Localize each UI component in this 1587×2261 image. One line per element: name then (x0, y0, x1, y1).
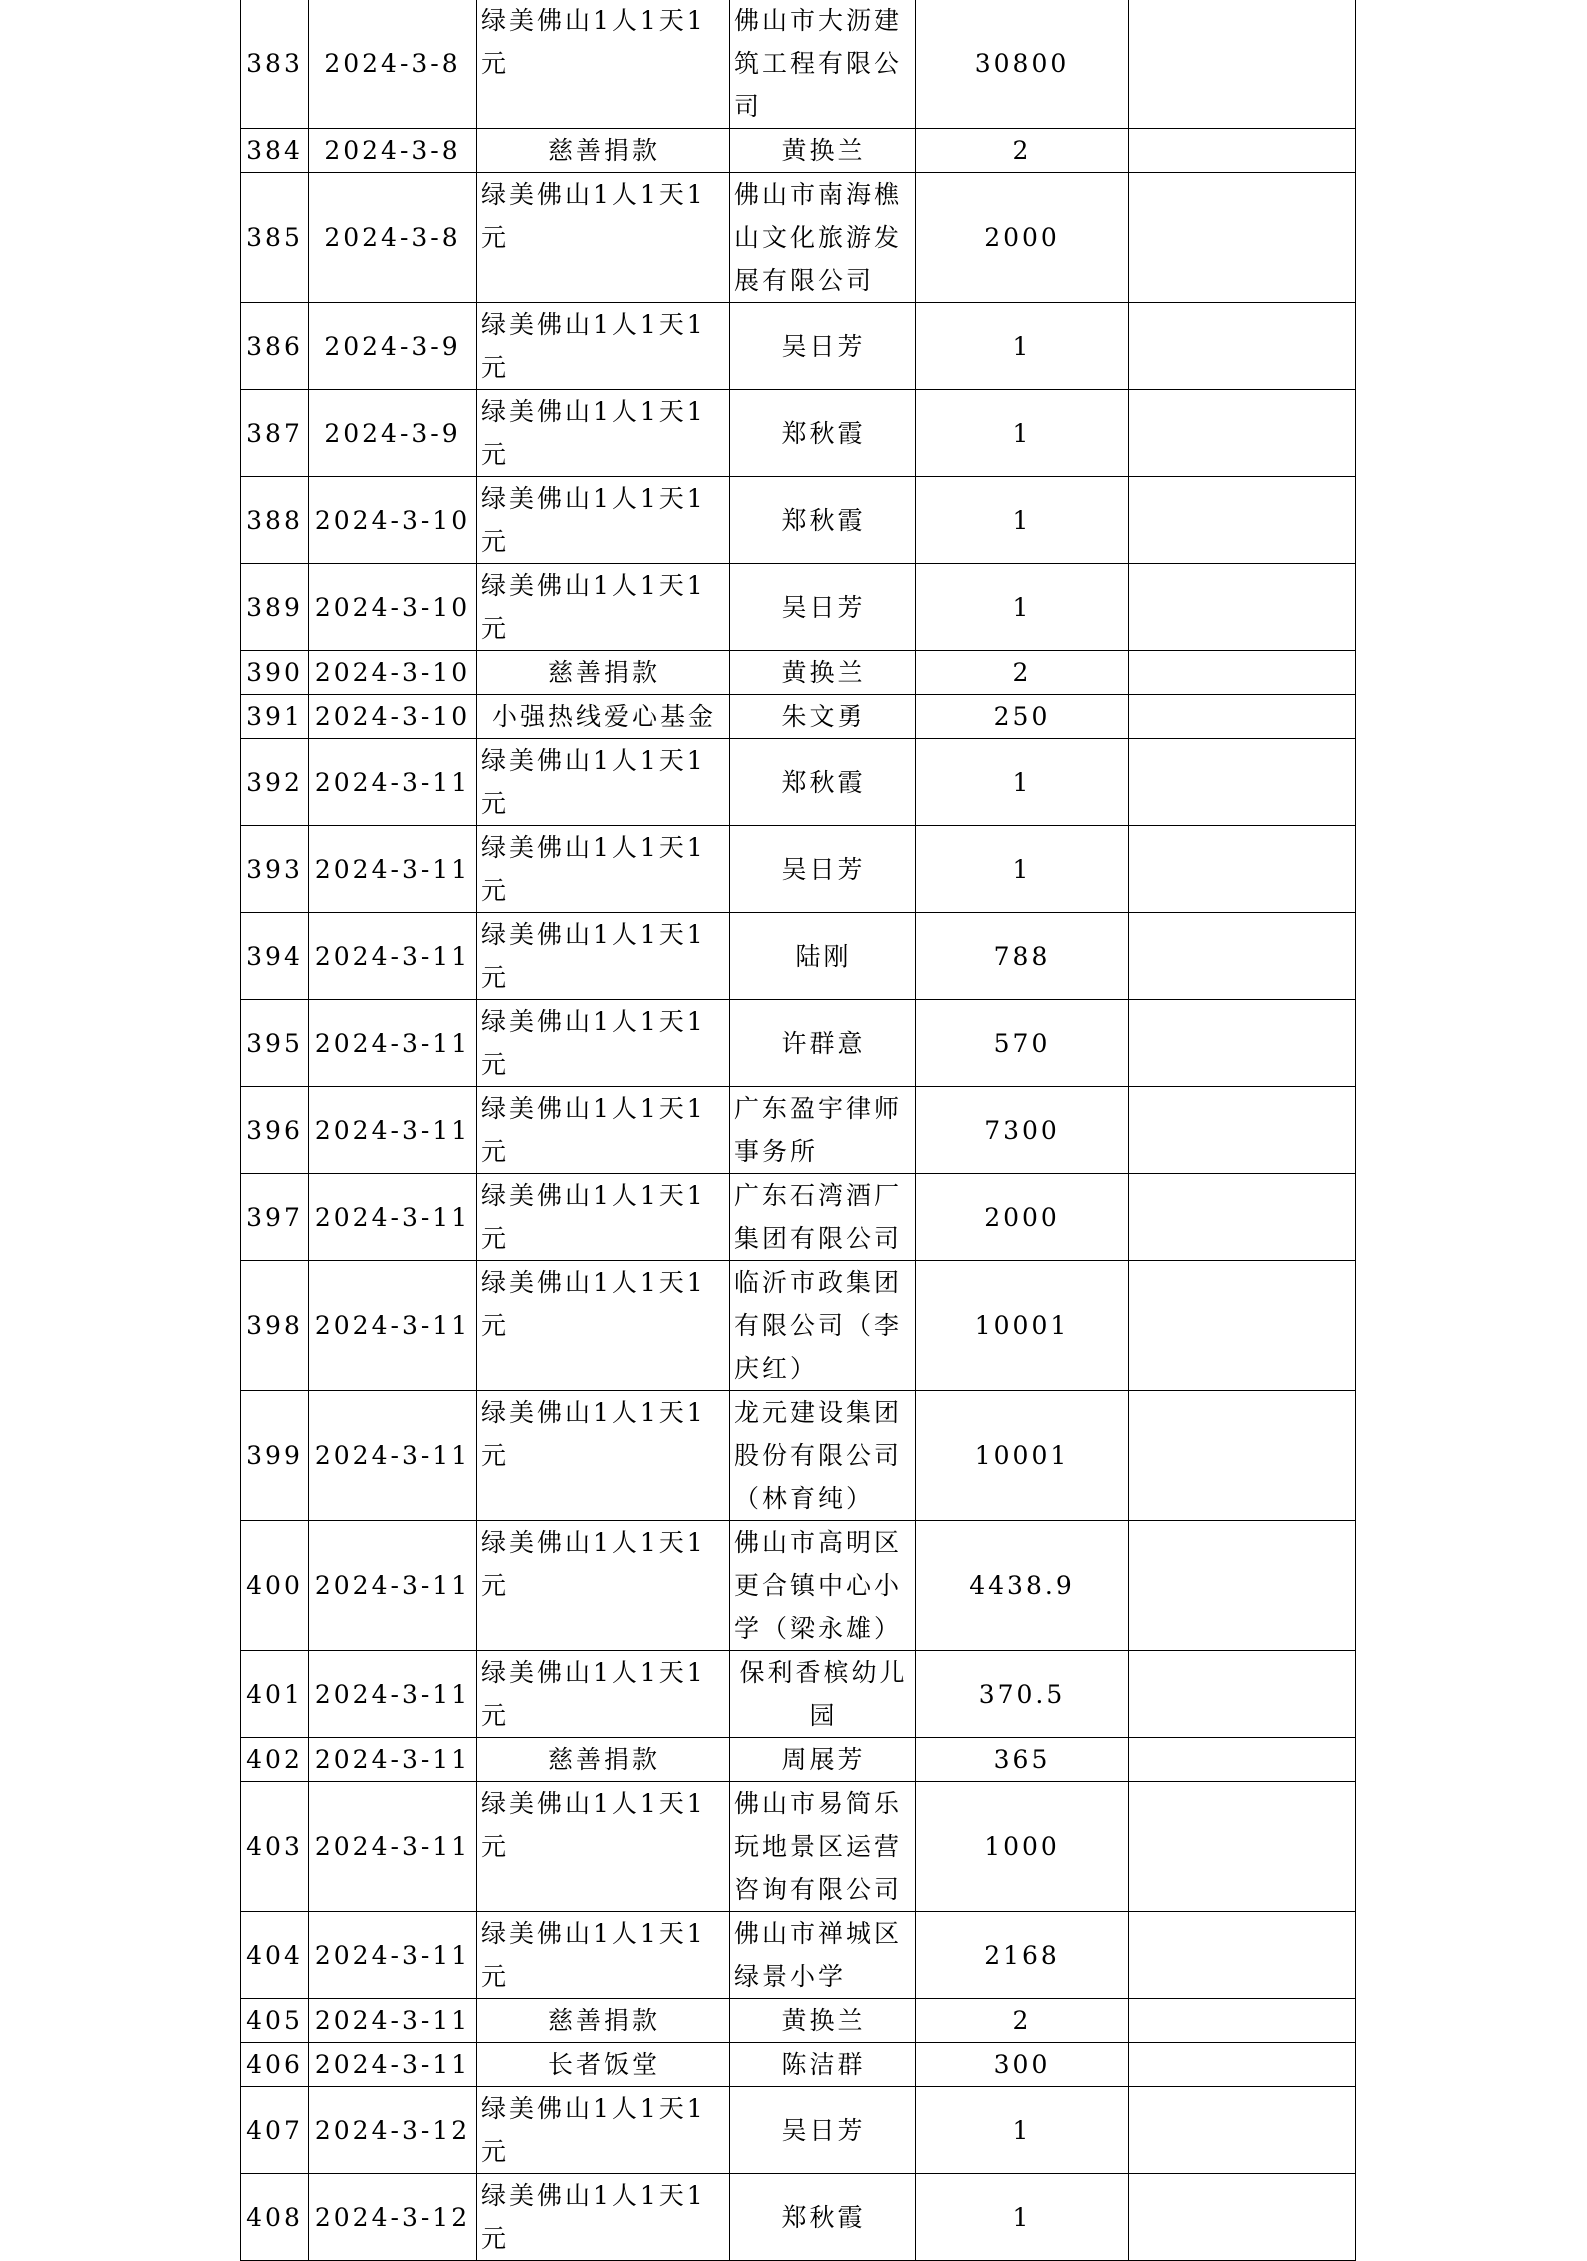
row-project: 绿美佛山1人1天1元 (477, 390, 730, 477)
donation-table (240, 0, 1356, 2261)
row-donor: 郑秋霞 (730, 739, 916, 826)
row-amount: 1 (916, 390, 1129, 477)
row-date: 2024-3-12 (309, 2174, 477, 2261)
row-donor: 佛山市大沥建筑工程有限公司 (730, 0, 916, 129)
table-row (241, 390, 1356, 477)
table-row (241, 1651, 1356, 1738)
row-amount: 10001 (916, 1261, 1129, 1391)
table-row (241, 1999, 1356, 2043)
row-donor: 吴日芳 (730, 826, 916, 913)
row-note (1129, 477, 1356, 564)
row-amount: 788 (916, 913, 1129, 1000)
row-index: 403 (241, 1782, 309, 1912)
row-amount: 1 (916, 2174, 1129, 2261)
row-index: 387 (241, 390, 309, 477)
row-amount: 1 (916, 826, 1129, 913)
row-project: 绿美佛山1人1天1元 (477, 1521, 730, 1651)
table-row (241, 1174, 1356, 1261)
row-project: 绿美佛山1人1天1元 (477, 2174, 730, 2261)
row-project: 绿美佛山1人1天1元 (477, 2087, 730, 2174)
row-date: 2024-3-11 (309, 826, 477, 913)
row-amount: 1 (916, 2087, 1129, 2174)
row-date: 2024-3-9 (309, 390, 477, 477)
row-amount: 2000 (916, 173, 1129, 303)
row-project: 绿美佛山1人1天1元 (477, 1174, 730, 1261)
row-index: 408 (241, 2174, 309, 2261)
row-date: 2024-3-11 (309, 2043, 477, 2087)
row-amount: 1 (916, 564, 1129, 651)
table-row (241, 739, 1356, 826)
row-project: 绿美佛山1人1天1元 (477, 739, 730, 826)
row-donor: 吴日芳 (730, 2087, 916, 2174)
row-index: 405 (241, 1999, 309, 2043)
row-date: 2024-3-11 (309, 1521, 477, 1651)
row-project: 绿美佛山1人1天1元 (477, 1391, 730, 1521)
row-donor: 保利香槟幼儿园 (730, 1651, 916, 1738)
row-date: 2024-3-11 (309, 1391, 477, 1521)
row-project: 绿美佛山1人1天1元 (477, 1782, 730, 1912)
row-index: 386 (241, 303, 309, 390)
table-row (241, 1391, 1356, 1521)
row-amount: 2168 (916, 1912, 1129, 1999)
row-note (1129, 826, 1356, 913)
row-date: 2024-3-11 (309, 739, 477, 826)
row-date: 2024-3-11 (309, 913, 477, 1000)
row-note (1129, 1000, 1356, 1087)
row-note (1129, 1999, 1356, 2043)
row-note (1129, 1912, 1356, 1999)
row-note (1129, 303, 1356, 390)
row-date: 2024-3-11 (309, 1912, 477, 1999)
table-row (241, 695, 1356, 739)
row-project: 慈善捐款 (477, 129, 730, 173)
table-row (241, 173, 1356, 303)
row-date: 2024-3-11 (309, 1087, 477, 1174)
row-donor: 佛山市易简乐玩地景区运营咨询有限公司 (730, 1782, 916, 1912)
row-amount: 1 (916, 477, 1129, 564)
row-amount: 2000 (916, 1174, 1129, 1261)
row-note (1129, 1087, 1356, 1174)
table-row (241, 1782, 1356, 1912)
row-project: 绿美佛山1人1天1元 (477, 1261, 730, 1391)
row-index: 407 (241, 2087, 309, 2174)
table-row (241, 1738, 1356, 1782)
row-note (1129, 651, 1356, 695)
row-note (1129, 1782, 1356, 1912)
table-row (241, 1912, 1356, 1999)
table-row (241, 2174, 1356, 2261)
row-index: 393 (241, 826, 309, 913)
row-date: 2024-3-10 (309, 564, 477, 651)
row-index: 399 (241, 1391, 309, 1521)
row-date: 2024-3-12 (309, 2087, 477, 2174)
row-amount: 300 (916, 2043, 1129, 2087)
table-row (241, 913, 1356, 1000)
row-index: 385 (241, 173, 309, 303)
table-row (241, 651, 1356, 695)
row-date: 2024-3-8 (309, 0, 477, 129)
row-index: 394 (241, 913, 309, 1000)
table-row (241, 303, 1356, 390)
row-index: 395 (241, 1000, 309, 1087)
row-date: 2024-3-10 (309, 651, 477, 695)
row-donor: 吴日芳 (730, 303, 916, 390)
table-row (241, 826, 1356, 913)
row-project: 绿美佛山1人1天1元 (477, 826, 730, 913)
row-index: 384 (241, 129, 309, 173)
row-note (1129, 1261, 1356, 1391)
row-note (1129, 0, 1356, 129)
row-date: 2024-3-11 (309, 1782, 477, 1912)
row-note (1129, 1651, 1356, 1738)
row-note (1129, 1391, 1356, 1521)
row-donor: 郑秋霞 (730, 477, 916, 564)
row-amount: 1 (916, 303, 1129, 390)
row-donor: 龙元建设集团股份有限公司（林育纯） (730, 1391, 916, 1521)
row-project: 绿美佛山1人1天1元 (477, 173, 730, 303)
row-note (1129, 1738, 1356, 1782)
row-index: 383 (241, 0, 309, 129)
row-project: 长者饭堂 (477, 2043, 730, 2087)
row-donor: 黄换兰 (730, 129, 916, 173)
row-amount: 2 (916, 651, 1129, 695)
row-amount: 570 (916, 1000, 1129, 1087)
table-body (241, 0, 1356, 2261)
row-note (1129, 390, 1356, 477)
row-donor: 佛山市南海樵山文化旅游发展有限公司 (730, 173, 916, 303)
row-index: 401 (241, 1651, 309, 1738)
row-index: 406 (241, 2043, 309, 2087)
row-amount: 2 (916, 1999, 1129, 2043)
row-amount: 1000 (916, 1782, 1129, 1912)
row-note (1129, 2174, 1356, 2261)
row-donor: 郑秋霞 (730, 390, 916, 477)
row-project: 绿美佛山1人1天1元 (477, 564, 730, 651)
row-donor: 广东石湾酒厂集团有限公司 (730, 1174, 916, 1261)
table-row (241, 2043, 1356, 2087)
row-project: 绿美佛山1人1天1元 (477, 303, 730, 390)
row-donor: 许群意 (730, 1000, 916, 1087)
row-note (1129, 913, 1356, 1000)
row-index: 392 (241, 739, 309, 826)
row-donor: 广东盈宇律师事务所 (730, 1087, 916, 1174)
row-note (1129, 2043, 1356, 2087)
row-donor: 陆刚 (730, 913, 916, 1000)
table-row (241, 1087, 1356, 1174)
row-date: 2024-3-8 (309, 173, 477, 303)
row-date: 2024-3-10 (309, 477, 477, 564)
row-amount: 7300 (916, 1087, 1129, 1174)
row-project: 绿美佛山1人1天1元 (477, 1087, 730, 1174)
row-amount: 30800 (916, 0, 1129, 129)
row-donor: 朱文勇 (730, 695, 916, 739)
table-row (241, 0, 1356, 129)
row-project: 小强热线爱心基金 (477, 695, 730, 739)
row-donor: 陈洁群 (730, 2043, 916, 2087)
row-donor: 临沂市政集团有限公司（李庆红） (730, 1261, 916, 1391)
row-index: 391 (241, 695, 309, 739)
row-date: 2024-3-11 (309, 1174, 477, 1261)
row-index: 398 (241, 1261, 309, 1391)
row-date: 2024-3-11 (309, 1000, 477, 1087)
row-amount: 10001 (916, 1391, 1129, 1521)
row-index: 390 (241, 651, 309, 695)
row-project: 绿美佛山1人1天1元 (477, 1651, 730, 1738)
row-date: 2024-3-9 (309, 303, 477, 390)
row-amount: 4438.9 (916, 1521, 1129, 1651)
row-donor: 郑秋霞 (730, 2174, 916, 2261)
row-index: 388 (241, 477, 309, 564)
row-donor: 佛山市禅城区绿景小学 (730, 1912, 916, 1999)
row-amount: 250 (916, 695, 1129, 739)
row-project: 绿美佛山1人1天1元 (477, 0, 730, 129)
row-project: 慈善捐款 (477, 1738, 730, 1782)
row-amount: 1 (916, 739, 1129, 826)
row-index: 402 (241, 1738, 309, 1782)
row-donor: 黄换兰 (730, 1999, 916, 2043)
row-donor: 黄换兰 (730, 651, 916, 695)
row-note (1129, 1521, 1356, 1651)
row-note (1129, 2087, 1356, 2174)
row-index: 389 (241, 564, 309, 651)
row-donor: 吴日芳 (730, 564, 916, 651)
table-row (241, 1261, 1356, 1391)
table-row (241, 129, 1356, 173)
row-index: 400 (241, 1521, 309, 1651)
row-note (1129, 173, 1356, 303)
row-date: 2024-3-8 (309, 129, 477, 173)
row-date: 2024-3-11 (309, 1738, 477, 1782)
row-project: 慈善捐款 (477, 651, 730, 695)
table-row (241, 477, 1356, 564)
table-row (241, 1000, 1356, 1087)
row-date: 2024-3-11 (309, 1651, 477, 1738)
row-amount: 2 (916, 129, 1129, 173)
row-note (1129, 129, 1356, 173)
row-note (1129, 564, 1356, 651)
row-project: 绿美佛山1人1天1元 (477, 1912, 730, 1999)
row-date: 2024-3-10 (309, 695, 477, 739)
row-donor: 周展芳 (730, 1738, 916, 1782)
row-note (1129, 695, 1356, 739)
row-project: 慈善捐款 (477, 1999, 730, 2043)
row-index: 396 (241, 1087, 309, 1174)
row-amount: 370.5 (916, 1651, 1129, 1738)
row-date: 2024-3-11 (309, 1261, 477, 1391)
row-donor: 佛山市高明区更合镇中心小学（梁永雄） (730, 1521, 916, 1651)
table-row (241, 1521, 1356, 1651)
table-row (241, 2087, 1356, 2174)
row-project: 绿美佛山1人1天1元 (477, 477, 730, 564)
row-project: 绿美佛山1人1天1元 (477, 913, 730, 1000)
row-project: 绿美佛山1人1天1元 (477, 1000, 730, 1087)
row-amount: 365 (916, 1738, 1129, 1782)
row-date: 2024-3-11 (309, 1999, 477, 2043)
row-index: 404 (241, 1912, 309, 1999)
row-note (1129, 1174, 1356, 1261)
row-index: 397 (241, 1174, 309, 1261)
table-row (241, 564, 1356, 651)
row-note (1129, 739, 1356, 826)
